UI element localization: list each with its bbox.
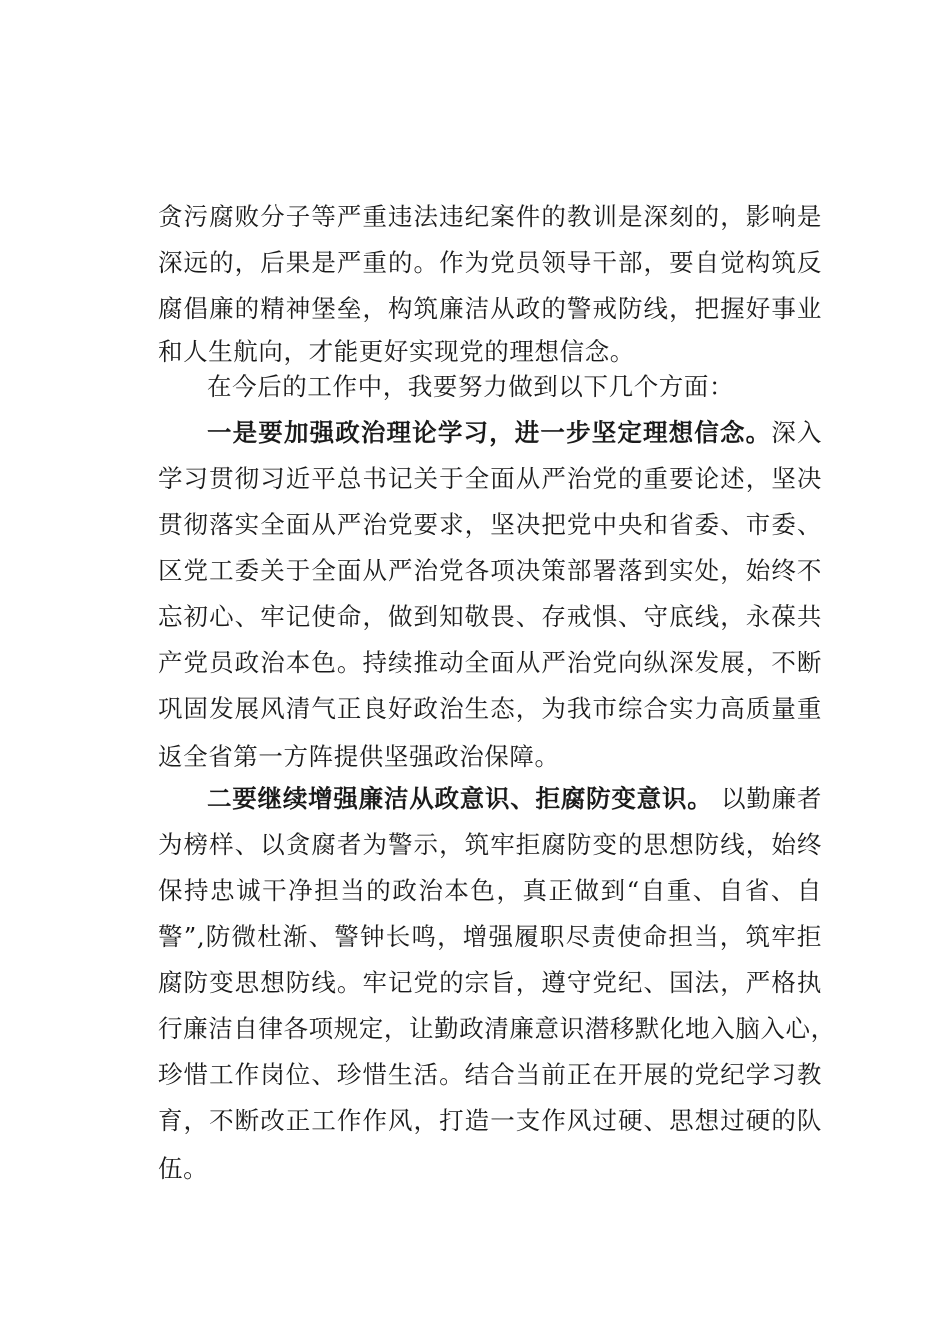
body-line: 行廉洁自律各项规定，让勤政清廉意识潜移默化地入脑入心， xyxy=(158,1014,836,1043)
body-line: 为榜样、以贪腐者为警示，筑牢拒腐防变的思想防线，始终 xyxy=(158,830,822,859)
point2-first-line xyxy=(207,782,822,816)
body-line: 珍惜工作岗位、珍惜生活。结合当前正在开展的党纪学习教 xyxy=(158,1060,822,1089)
body-line: 贯彻落实全面从严治党要求，坚决把党中央和省委、市委、 xyxy=(158,510,822,539)
intro-line: 在今后的工作中，我要努力做到以下几个方面： xyxy=(207,372,735,401)
point2-text-start: 以勤廉者 xyxy=(712,784,823,813)
body-line: 伍。 xyxy=(158,1154,209,1183)
body-line: 腐倡廉的精神堡垒，构筑廉洁从政的警戒防线，把握好事业 xyxy=(158,294,822,323)
body-line: 和人生航向，才能更好实现党的理想信念。 xyxy=(158,337,635,366)
body-line: 育，不断改正工作作风，打造一支作风过硬、思想过硬的队 xyxy=(158,1106,822,1135)
point1-text-start: 深入 xyxy=(771,418,822,447)
body-line: 区党工委关于全面从严治党各项决策部署落到实处，始终不 xyxy=(158,556,822,585)
point1-first-line xyxy=(207,416,822,450)
body-line: 贪污腐败分子等严重违法违纪案件的教训是深刻的，影响是 xyxy=(158,202,822,231)
body-line: 保持忠诚干净担当的政治本色，真正做到“自重、自省、自 xyxy=(158,876,822,905)
body-line: 产党员政治本色。持续推动全面从严治党向纵深发展，不断 xyxy=(158,648,822,677)
body-line: 腐防变思想防线。牢记党的宗旨，遵守党纪、国法，严格执 xyxy=(158,968,822,997)
point1-heading: 一是要加强政治理论学习，进一步坚定理想信念。 xyxy=(207,418,772,447)
body-line: 深远的，后果是严重的。作为党员领导干部，要自觉构筑反 xyxy=(158,248,822,277)
body-line: 巩固发展风清气正良好政治生态，为我市综合实力高质量重 xyxy=(158,694,822,723)
body-line: 学习贯彻习近平总书记关于全面从严治党的重要论述，坚决 xyxy=(158,464,822,493)
body-line: 警”,防微杜渐、警钟长鸣，增强履职尽责使命担当，筑牢拒 xyxy=(158,922,822,951)
body-line: 忘初心、牢记使命，做到知敬畏、存戒惧、守底线，永葆共 xyxy=(158,602,822,631)
body-line: 返全省第一方阵提供坚强政治保障。 xyxy=(158,742,560,771)
point2-heading: 二要继续增强廉洁从政意识、拒腐防变意识。 xyxy=(207,784,713,813)
